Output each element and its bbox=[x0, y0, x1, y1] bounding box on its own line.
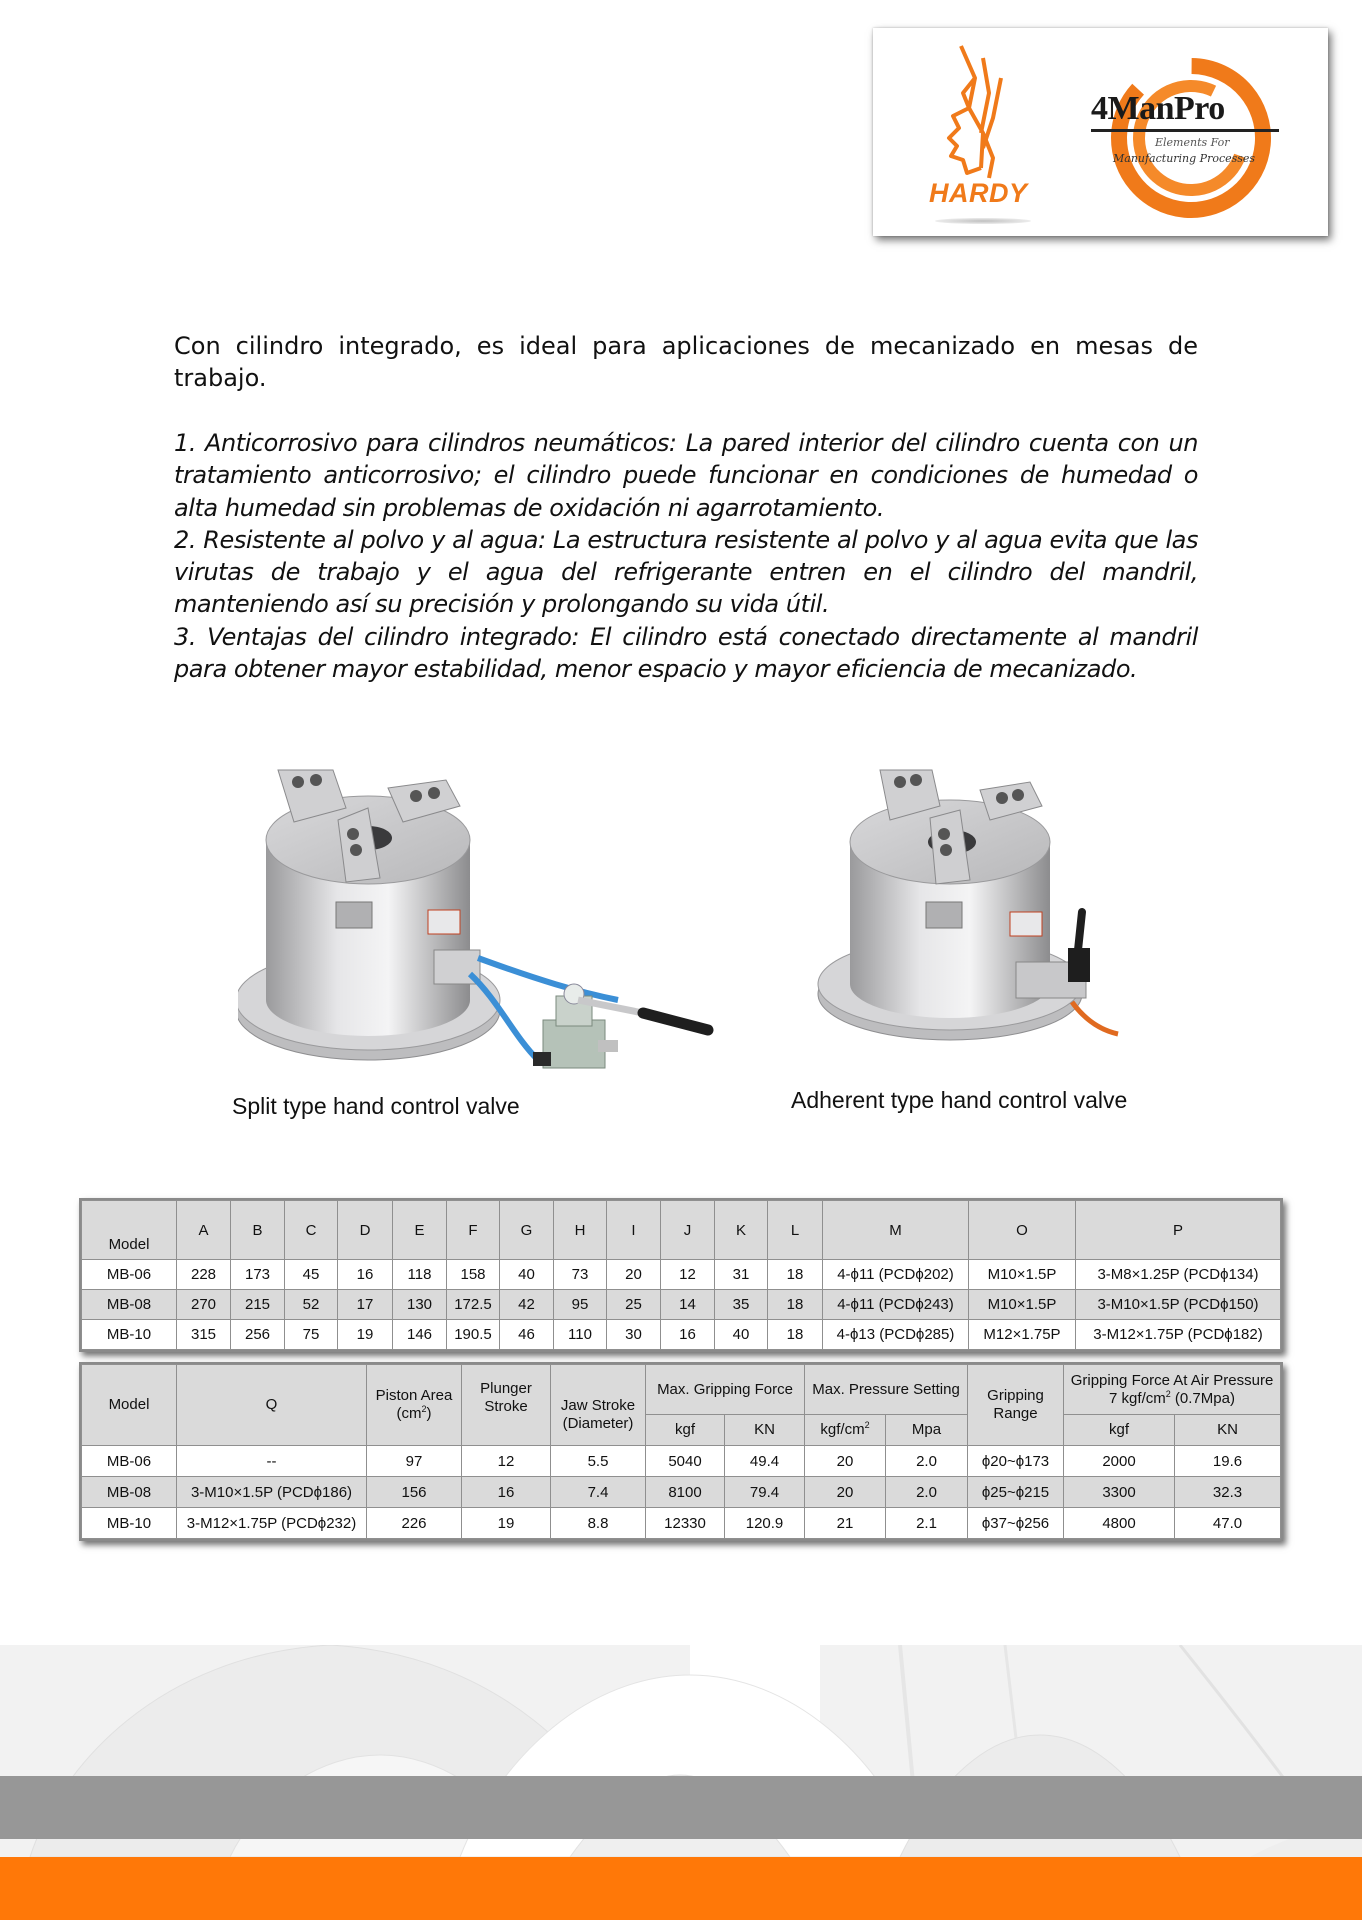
table-cell: 52 bbox=[285, 1290, 338, 1320]
table-row bbox=[82, 1260, 1281, 1290]
performance-table bbox=[79, 1362, 1283, 1541]
table-cell: 4800 bbox=[1064, 1508, 1175, 1539]
table-cell: 5.5 bbox=[551, 1446, 646, 1477]
table-cell: 156 bbox=[367, 1477, 462, 1508]
piston-area-close: ) bbox=[426, 1405, 432, 1422]
superscript: 2 bbox=[864, 1420, 870, 1430]
feature-item: 1. Anticorrosivo para cilindros neumáticos: La pared interior del cilindro cuenta con un tratamiento anticorrosivo; el cilindro puede funcionar en condiciones de humedad o alta humedad sin problemas de oxidación ni agarrotamiento. bbox=[174, 429, 1198, 522]
table-cell: 146 bbox=[393, 1320, 447, 1350]
table-cell: 256 bbox=[231, 1320, 285, 1350]
column-header-plunger-stroke: Plunger Stroke bbox=[462, 1365, 551, 1446]
subheader-mpa: Mpa bbox=[886, 1415, 968, 1446]
column-header: G bbox=[500, 1201, 554, 1260]
table-cell: 75 bbox=[285, 1320, 338, 1350]
table-cell: 16 bbox=[661, 1320, 715, 1350]
subheader-kgf: kgf bbox=[646, 1415, 725, 1446]
table-cell: 45 bbox=[285, 1260, 338, 1290]
table-cell: 16 bbox=[338, 1260, 393, 1290]
table-cell: 215 bbox=[231, 1290, 285, 1320]
intro-paragraph: Con cilindro integrado, es ideal para aplicaciones de mecanizado en mesas de trabajo. bbox=[174, 332, 1198, 392]
column-header-jaw-stroke: Jaw Stroke (Diameter) bbox=[551, 1365, 646, 1446]
amanpro-tagline-2: Manufacturing Processes bbox=[1113, 152, 1256, 165]
table-cell: 19.6 bbox=[1175, 1446, 1281, 1477]
table-cell: 12 bbox=[661, 1260, 715, 1290]
table-cell: 2.0 bbox=[886, 1446, 968, 1477]
table-cell: 47.0 bbox=[1175, 1508, 1281, 1539]
table-cell: 2.1 bbox=[886, 1508, 968, 1539]
table-cell: 4-ϕ11 (PCDϕ202) bbox=[823, 1260, 969, 1290]
table-cell: 3300 bbox=[1064, 1477, 1175, 1508]
table-cell: 3-M10×1.5P (PCDϕ186) bbox=[177, 1477, 367, 1508]
model-cell: MB-08 bbox=[82, 1477, 177, 1508]
table-cell: 8100 bbox=[646, 1477, 725, 1508]
table-cell: 32.3 bbox=[1175, 1477, 1281, 1508]
column-header: K bbox=[715, 1201, 768, 1260]
table-cell: 173 bbox=[231, 1260, 285, 1290]
model-cell: MB-10 bbox=[82, 1508, 177, 1539]
column-header-gripping-range: Gripping Range bbox=[968, 1365, 1064, 1446]
column-header: Model bbox=[82, 1201, 177, 1260]
table-cell: 190.5 bbox=[447, 1320, 500, 1350]
footer-gray-band bbox=[0, 1776, 1362, 1839]
table-cell: 19 bbox=[462, 1508, 551, 1539]
table-cell: 18 bbox=[768, 1290, 823, 1320]
superscript: 2 bbox=[421, 1404, 427, 1414]
column-header: M bbox=[823, 1201, 969, 1260]
hardy-logo-text: HARDY bbox=[929, 178, 1028, 208]
product-caption-adherent: Adherent type hand control valve bbox=[791, 1087, 1128, 1113]
table-cell: 20 bbox=[607, 1260, 661, 1290]
feature-item: 3. Ventajas del cilindro integrado: El cilindro está conectado directamente al mandril para obtener mayor estabilidad, menor espacio y mayor eficiencia de mecanizado. bbox=[174, 622, 1198, 684]
table-cell: 31 bbox=[715, 1260, 768, 1290]
model-cell: MB-10 bbox=[82, 1320, 177, 1350]
table-row bbox=[82, 1508, 1281, 1539]
brand-logo-panel bbox=[873, 28, 1328, 236]
column-header: P bbox=[1076, 1201, 1281, 1260]
table-cell: ϕ37~ϕ256 bbox=[968, 1508, 1064, 1539]
kgfcm-label: kgf/cm bbox=[820, 1421, 865, 1438]
model-cell: MB-06 bbox=[82, 1446, 177, 1477]
column-header: I bbox=[607, 1201, 661, 1260]
subheader-kn: KN bbox=[725, 1415, 805, 1446]
table-cell: 2000 bbox=[1064, 1446, 1175, 1477]
table-cell: 4-ϕ11 (PCDϕ243) bbox=[823, 1290, 969, 1320]
table-cell: 17 bbox=[338, 1290, 393, 1320]
table-cell: 120.9 bbox=[725, 1508, 805, 1539]
table-cell: M12×1.75P bbox=[969, 1320, 1076, 1350]
table-cell: 18 bbox=[768, 1260, 823, 1290]
table-cell: 18 bbox=[768, 1320, 823, 1350]
column-header: H bbox=[554, 1201, 607, 1260]
column-header: F bbox=[447, 1201, 500, 1260]
table-cell: M10×1.5P bbox=[969, 1290, 1076, 1320]
table-cell: 16 bbox=[462, 1477, 551, 1508]
table-cell: 25 bbox=[607, 1290, 661, 1320]
table-cell: 40 bbox=[500, 1260, 554, 1290]
table-row bbox=[82, 1320, 1281, 1350]
table-cell: 2.0 bbox=[886, 1477, 968, 1508]
table-cell: 172.5 bbox=[447, 1290, 500, 1320]
table-cell: 42 bbox=[500, 1290, 554, 1320]
product-caption-split: Split type hand control valve bbox=[232, 1093, 520, 1119]
table-header-row bbox=[82, 1201, 1281, 1260]
subheader-kgf-air: kgf bbox=[1064, 1415, 1175, 1446]
column-header: A bbox=[177, 1201, 231, 1260]
subheader-kgfcm2 bbox=[805, 1415, 886, 1446]
piston-area-label: Piston Area bbox=[375, 1387, 453, 1404]
table-header-row bbox=[82, 1365, 1281, 1415]
table-cell: 21 bbox=[805, 1508, 886, 1539]
logo-rule bbox=[1091, 129, 1279, 132]
table-cell: ϕ25~ϕ215 bbox=[968, 1477, 1064, 1508]
table-cell: 49.4 bbox=[725, 1446, 805, 1477]
table-cell: 158 bbox=[447, 1260, 500, 1290]
footer-orange-band bbox=[0, 1857, 1362, 1920]
table-cell: 30 bbox=[607, 1320, 661, 1350]
table-cell: 73 bbox=[554, 1260, 607, 1290]
feature-item: 2. Resistente al polvo y al agua: La estructura resistente al polvo y al agua evita que las virutas de trabajo y el agua del refrigerante entren en el cilindro del mandril, manteniendo así su precisión y prolongando su vida útil. bbox=[174, 525, 1198, 619]
dimensions-table bbox=[79, 1198, 1283, 1352]
model-cell: MB-08 bbox=[82, 1290, 177, 1320]
table-cell: 3-M12×1.75P (PCDϕ232) bbox=[177, 1508, 367, 1539]
table-cell: 20 bbox=[805, 1477, 886, 1508]
table-cell: 3-M12×1.75P (PCDϕ182) bbox=[1076, 1320, 1281, 1350]
column-header-max-pressure-setting: Max. Pressure Setting bbox=[805, 1365, 968, 1415]
product-image-split-valve bbox=[238, 760, 718, 1090]
table-cell: 79.4 bbox=[725, 1477, 805, 1508]
piston-area-unit: (cm bbox=[396, 1405, 422, 1422]
table-cell: 46 bbox=[500, 1320, 554, 1350]
gripping-force-air-line2-post: (0.7Mpa) bbox=[1170, 1389, 1235, 1407]
table-cell: 97 bbox=[367, 1446, 462, 1477]
table-cell: 95 bbox=[554, 1290, 607, 1320]
table-cell: 110 bbox=[554, 1320, 607, 1350]
table-cell: 14 bbox=[661, 1290, 715, 1320]
chuck-adherent-valve-illustration bbox=[810, 762, 1120, 1052]
table-cell: 12 bbox=[462, 1446, 551, 1477]
table-row bbox=[82, 1477, 1281, 1508]
table-cell: 19 bbox=[338, 1320, 393, 1350]
table-cell: 7.4 bbox=[551, 1477, 646, 1508]
table-cell: 270 bbox=[177, 1290, 231, 1320]
table-cell: 315 bbox=[177, 1320, 231, 1350]
table-cell: 228 bbox=[177, 1260, 231, 1290]
column-header: J bbox=[661, 1201, 715, 1260]
column-header-max-gripping-force: Max. Gripping Force bbox=[646, 1365, 805, 1415]
table-cell: 5040 bbox=[646, 1446, 725, 1477]
column-header-q: Q bbox=[177, 1365, 367, 1446]
table-cell: 8.8 bbox=[551, 1508, 646, 1539]
table-row bbox=[82, 1446, 1281, 1477]
product-image-adherent-valve bbox=[810, 762, 1120, 1052]
table-cell: 130 bbox=[393, 1290, 447, 1320]
column-header-piston-area bbox=[367, 1365, 462, 1446]
table-cell: 35 bbox=[715, 1290, 768, 1320]
model-cell: MB-06 bbox=[82, 1260, 177, 1290]
superscript: 2 bbox=[1165, 1388, 1171, 1399]
table-cell: -- bbox=[177, 1446, 367, 1477]
amanpro-tagline-1: Elements For bbox=[1155, 136, 1230, 149]
table-row bbox=[82, 1290, 1281, 1320]
gripping-force-air-line2: 7 kgf/cm bbox=[1109, 1389, 1166, 1407]
amanpro-logo-text: 4ManPro bbox=[1091, 90, 1225, 127]
table-cell: M10×1.5P bbox=[969, 1260, 1076, 1290]
table-cell: 226 bbox=[367, 1508, 462, 1539]
column-header-gripping-force-air bbox=[1064, 1365, 1281, 1415]
table-cell: 40 bbox=[715, 1320, 768, 1350]
gripping-force-air-line1: Gripping Force At Air Pressure bbox=[1070, 1371, 1274, 1389]
table-cell: 20 bbox=[805, 1446, 886, 1477]
column-header: O bbox=[969, 1201, 1076, 1260]
table-cell: 3-M10×1.5P (PCDϕ150) bbox=[1076, 1290, 1281, 1320]
subheader-kn-air: KN bbox=[1175, 1415, 1281, 1446]
column-header-model: Model bbox=[82, 1365, 177, 1446]
logo-shadow bbox=[935, 218, 1031, 224]
column-header: D bbox=[338, 1201, 393, 1260]
table-cell: 3-M8×1.25P (PCDϕ134) bbox=[1076, 1260, 1281, 1290]
table-cell: ϕ20~ϕ173 bbox=[968, 1446, 1064, 1477]
column-header: C bbox=[285, 1201, 338, 1260]
chuck-split-valve-illustration bbox=[238, 760, 718, 1090]
column-header: E bbox=[393, 1201, 447, 1260]
table-cell: 12330 bbox=[646, 1508, 725, 1539]
table-cell: 4-ϕ13 (PCDϕ285) bbox=[823, 1320, 969, 1350]
table-cell: 118 bbox=[393, 1260, 447, 1290]
feature-list bbox=[174, 427, 1198, 685]
column-header: B bbox=[231, 1201, 285, 1260]
column-header: L bbox=[768, 1201, 823, 1260]
